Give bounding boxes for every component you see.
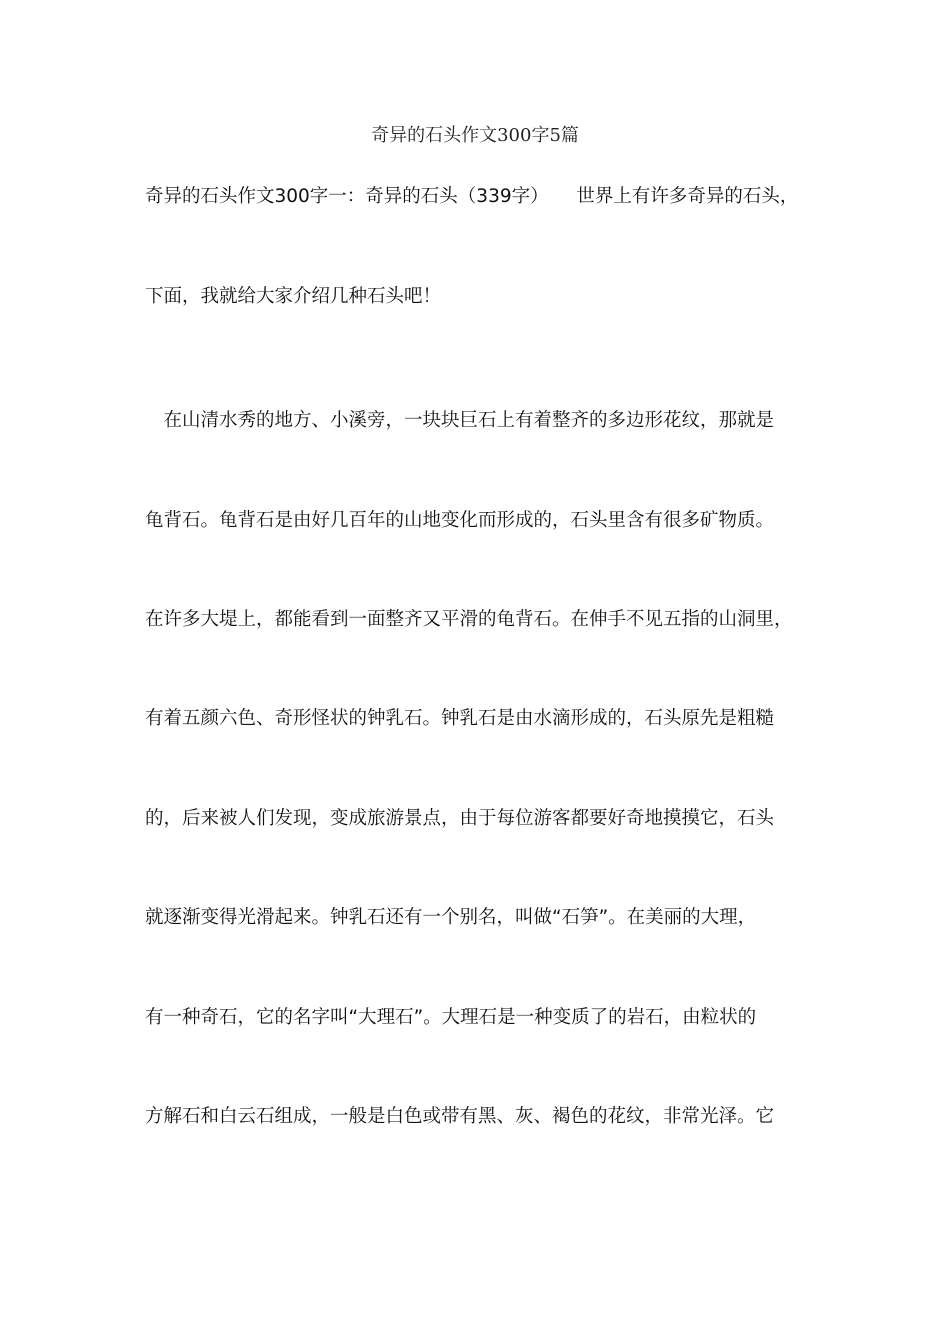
- text-line: 奇异的石头作文300字一：奇异的石头（339字） 世界上有许多奇异的石头，: [145, 186, 799, 207]
- text-line: 就逐渐变得光滑起来。钟乳石还有一个别名，叫做“石笋”。在美丽的大理，: [145, 907, 757, 928]
- text-line: 在山清水秀的地方、小溪旁，一块块巨石上有着整齐的多边形花纹，那就是: [145, 410, 775, 431]
- text-line: 下面，我就给大家介绍几种石头吧！: [145, 286, 442, 307]
- document-title: 奇异的石头作文300字5篇: [371, 125, 579, 146]
- text-line: 在许多大堤上，都能看到一面整齐又平滑的龟背石。在伸手不见五指的山洞里，: [145, 609, 793, 630]
- text-line: 有着五颜六色、奇形怪状的钟乳石。钟乳石是由水滴形成的，石头原先是粗糙: [145, 708, 775, 729]
- text-line: 的，后来被人们发现，变成旅游景点，由于每位游客都要好奇地摸摸它，石头: [145, 808, 775, 829]
- text-line: 龟背石。龟背石是由好几百年的山地变化而形成的，石头里含有很多矿物质。: [145, 510, 775, 531]
- text-line: 方解石和白云石组成，一般是白色或带有黑、灰、褐色的花纹，非常光泽。它: [145, 1106, 775, 1127]
- text-line: 有一种奇石，它的名字叫“大理石”。大理石是一种变质了的岩石，由粒状的: [145, 1007, 757, 1028]
